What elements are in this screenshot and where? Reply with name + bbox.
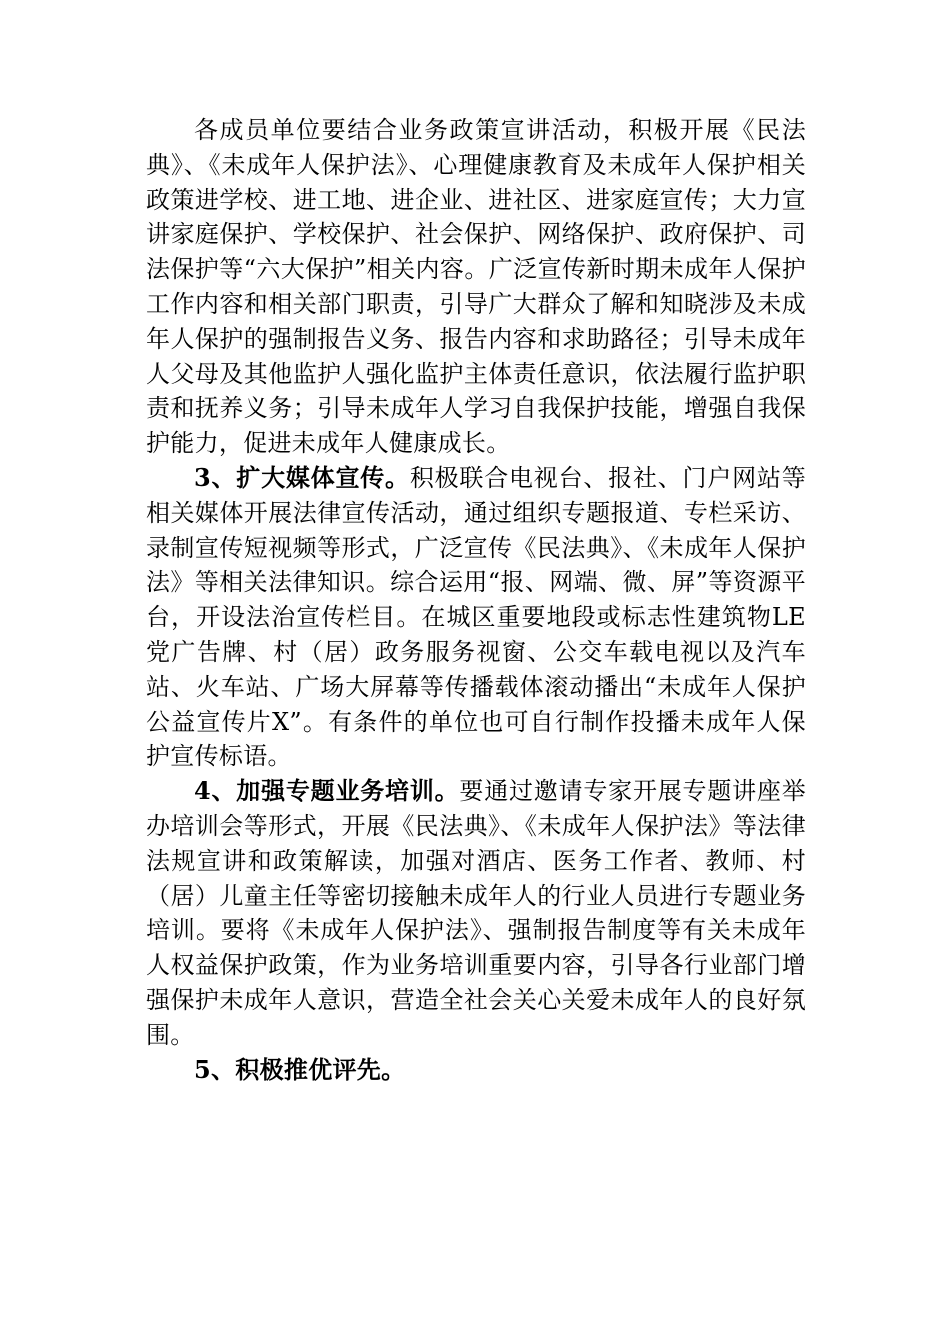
paragraph-body: 积极联合电视台、报社、门户网站等相关媒体开展法律宣传活动，通过组织专题报道、专栏采访、录制宣传短视频等形式，广泛宣传《民法典》、《未成年人保护法》等相关法律知识。综合运用“报、网端、微、屏”等资源平台，开设法治宣传栏目。在城区重要地段或标志性建筑物LE党广告牌、村（居）政务服务视窗、公交车载电视以及汽车站、火车站、广场大屏幕等传播载体滚动播出“未成年人保护公益宣传片X”。有条件的单位也可自行制作投播未成年人保护宣传标语。 — [146, 463, 806, 771]
paragraph-heading: 4、加强专题业务培训。 — [194, 776, 460, 806]
paragraph-special-training — [146, 774, 806, 1052]
paragraph-heading: 3、扩大媒体宣传。 — [194, 462, 410, 492]
paragraph-publicity-activities — [146, 113, 806, 461]
paragraph-media-publicity — [146, 461, 806, 774]
paragraph-body: 各成员单位要结合业务政策宣讲活动，积极开展《民法典》、《未成年人保护法》、心理健康教育及未成年人保护相关政策进学校、进工地、进企业、进社区、进家庭宣传；大力宣讲家庭保护、学校保护、社会保护、网络保护、政府保护、司法保护等“六大保护”相关内容。广泛宣传新时期未成年人保护工作内容和相关部门职责，引导广大群众了解和知晓涉及未成年人保护的强制报告义务、报告内容和求助路径；引导未成年人父母及其他监护人强化监护主体责任意识，依法履行监护职责和抚养义务；引导未成年人学习自我保护技能，增强自我保护能力，促进未成年人健康成长。 — [146, 116, 806, 458]
paragraph-heading: 5、积极推优评先。 — [194, 1054, 406, 1084]
paragraph-body: 要通过邀请专家开展专题讲座举办培训会等形式，开展《民法典》、《未成年人保护法》等法律法规宣讲和政策解读，加强对酒店、医务工作者、教师、村（居）儿童主任等密切接触未成年人的行业人员进行专题业务培训。要将《未成年人保护法》、强制报告制度等有关未成年人权益保护政策，作为业务培训重要内容，引导各行业部门增强保护未成年人意识，营造全社会关心关爱未成年人的良好氛围。 — [146, 777, 806, 1049]
document-page — [146, 113, 806, 1087]
paragraph-awards — [146, 1053, 806, 1088]
